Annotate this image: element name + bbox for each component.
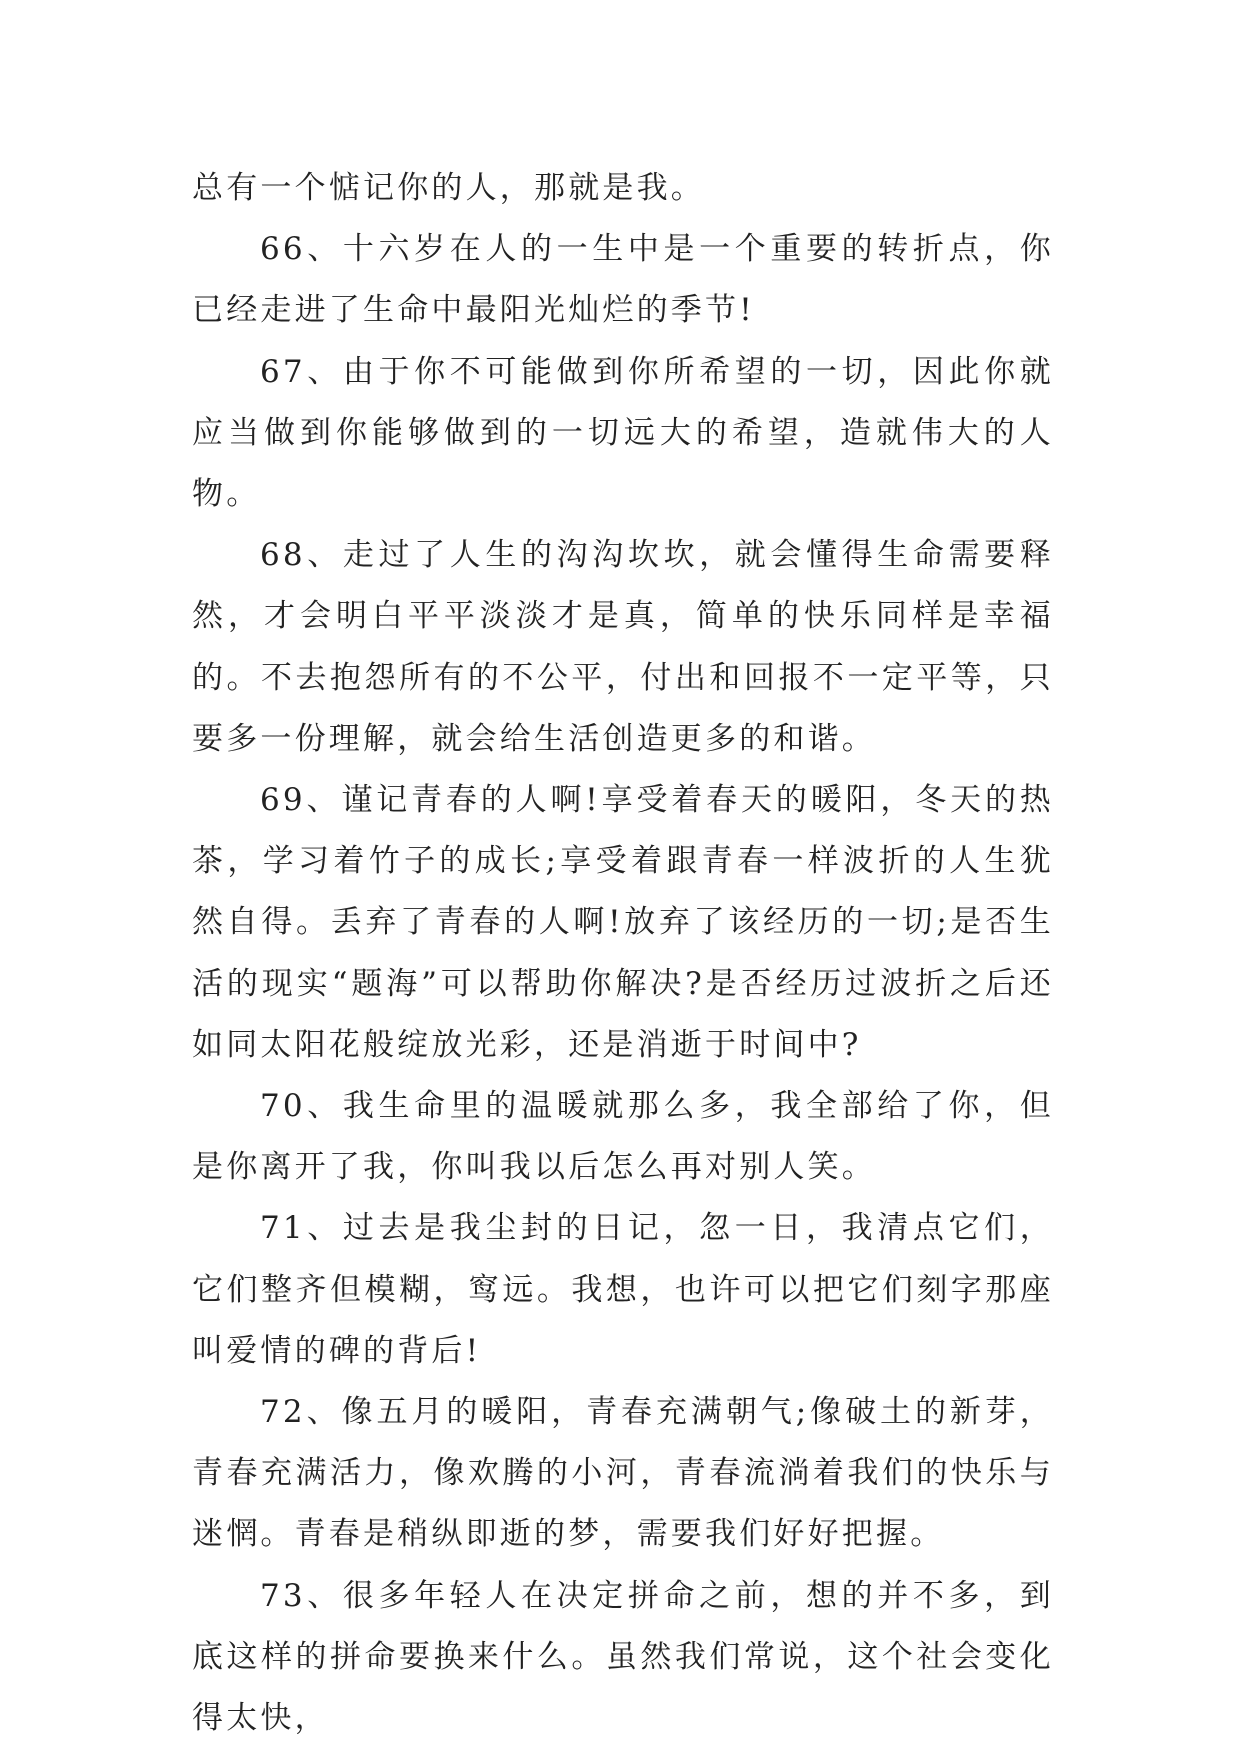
paragraph-70: 70、我生命里的温暖就那么多，我全部给了你，但是你离开了我，你叫我以后怎么再对别人笑。 [192,1088,1054,1186]
paragraph-68: 68、走过了人生的沟沟坎坎，就会懂得生命需要释然，才会明白平平淡淡才是真，简单的快乐同样是幸福的。不去抱怨所有的不公平，付出和回报不一定平等，只要多一份理解，就会给生活创造更多的和谐。 [192,537,1054,757]
paragraph-73: 73、很多年轻人在决定拼命之前，想的并不多，到底这样的拼命要换来什么。虽然我们常说，这个社会变化得太快， [192,1577,1054,1737]
paragraph-65-continuation: 总有一个惦记你的人，那就是我。 [192,170,705,206]
body-text [192,158,1054,1749]
paragraph-72: 72、像五月的暖阳，青春充满朝气;像破土的新芽，青春充满活力，像欢腾的小河，青春流淌着我们的快乐与迷惘。青春是稍纵即逝的梦，需要我们好好把握。 [192,1394,1054,1553]
paragraph-67: 67、由于你不可能做到你所希望的一切，因此你就应当做到你能够做到的一切远大的希望，造就伟大的人物。 [192,353,1054,513]
paragraph-66: 66、十六岁在人的一生中是一个重要的转折点，你已经走进了生命中最阳光灿烂的季节! [192,231,1054,329]
paragraph-69: 69、谨记青春的人啊!享受着春天的暖阳，冬天的热茶，学习着竹子的成长;享受着跟青春一样波折的人生犹然自得。丢弃了青春的人啊!放弃了该经历的一切;是否生活的现实“题海”可以帮助你解决?是否经历过波折之后还如同太阳花般绽放光彩，还是消逝于时间中? [192,782,1054,1063]
paragraph-71: 71、过去是我尘封的日记，忽一日，我清点它们，它们整齐但模糊，窎远。我想，也许可以把它们刻字那座叫爱情的碑的背后! [192,1210,1054,1369]
